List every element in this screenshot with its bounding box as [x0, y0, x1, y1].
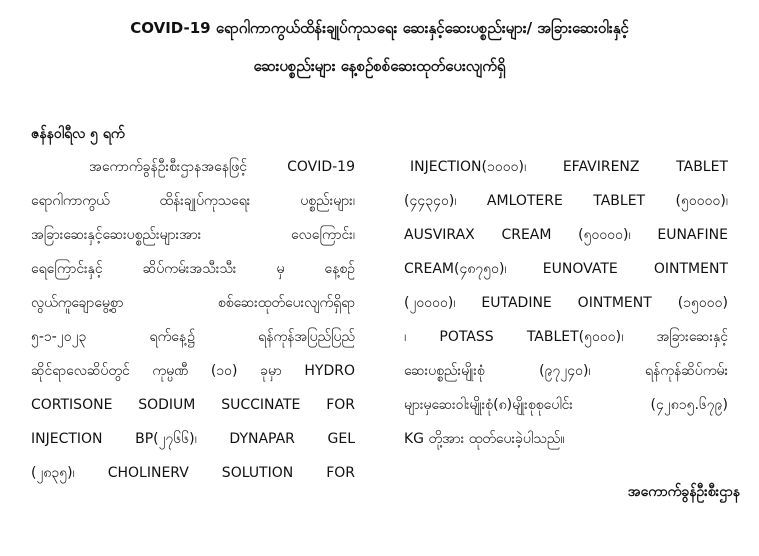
- signature-department: အကောက်ခွန်ဦးစီးဌာန: [627, 484, 740, 500]
- body-line: ရောဂါကာကွယ် ထိန်းချုပ်ကုသရေး ပစ္စည်းများ၊: [31, 193, 355, 209]
- body-line: (၂၈၃၅)၊ CHOLINERV SOLUTION FOR: [31, 465, 355, 481]
- body-line: ဆေးပစ္စည်းမျိုးစုံ (၉၇၂၄၀)၊ ရန်ကုန်ဆိပ်ကမ်း: [404, 363, 728, 379]
- body-line: ရေကြောင်းနှင့် ဆိပ်ကမ်းအသီးသီး မှ နေ့စဉ်: [31, 261, 355, 277]
- body-line: INJECTION BP(၂၇၆၆)၊ DYNAPAR GEL: [31, 431, 355, 447]
- body-line: KG တို့အား ထုတ်ပေးခဲ့ပါသည်။: [404, 431, 565, 447]
- article-left-column: [31, 150, 355, 490]
- body-line: ၅-၁-၂၀၂၃ ရက်နေ့၌ ရန်ကုန်အပြည်ပြည်: [31, 329, 355, 345]
- body-line: လွယ်ကူချောမွေ့စွာ စစ်ဆေးထုတ်ပေးလျက်ရှိရာ: [31, 295, 355, 311]
- body-line: AUSVIRAX CREAM (၅၀၀၀၀)၊ EUNAFINE: [404, 227, 728, 243]
- body-line: အခြားဆေးနှင့်ဆေးပစ္စည်းများအား လေကြောင်း၊: [31, 227, 355, 243]
- body-line: (၄၄၃၄၀)၊ AMLOTERE TABLET (၅၀၀၀၀)၊: [404, 193, 728, 209]
- body-line: (၂၀၀၀၀)၊ EUTADINE OINTMENT (၁၅၀၀၀): [404, 295, 728, 311]
- body-line: CORTISONE SODIUM SUCCINATE FOR: [31, 397, 355, 413]
- headline-line-1: COVID-19 ရောဂါကာကွယ်ထိန်းချုပ်ကုသရေး ဆေးနှင့်ဆေးပစ္စည်းများ/ အခြားဆေးဝါးနှင့်: [130, 19, 629, 37]
- body-line: ၊ POTASS TABLET(၅၀၀၀)၊ အခြားဆေးနှင့်: [404, 329, 728, 345]
- body-line: များမှဆေးဝါးမျိုးစုံ(၈)မျိုးစုစုပေါင်း (၄၂၈၁၅.၆၇၉): [404, 397, 728, 413]
- body-line: CREAM(၄၈၇၅၀)၊ EUNOVATE OINTMENT: [404, 261, 728, 277]
- body-line: INJECTION(၁၀၀၀)၊ EFAVIRENZ TABLET: [410, 159, 728, 175]
- body-line: ဆိုင်ရာလေဆိပ်တွင် ကုမ္ပဏီ (၁၀) ခုမှာ HYDRO: [31, 363, 355, 379]
- body-line: အကောက်ခွန်ဦးစီးဌာနအနေဖြင့် COVID-19: [89, 159, 355, 175]
- article-right-column: [404, 150, 728, 456]
- dateline: ဇန်နဝါရီလ ၅ ရက်: [31, 126, 125, 142]
- headline-line-2: ဆေးပစ္စည်းများ နေ့စဉ်စစ်ဆေးထုတ်ပေးလျက်ရှိ: [253, 57, 506, 75]
